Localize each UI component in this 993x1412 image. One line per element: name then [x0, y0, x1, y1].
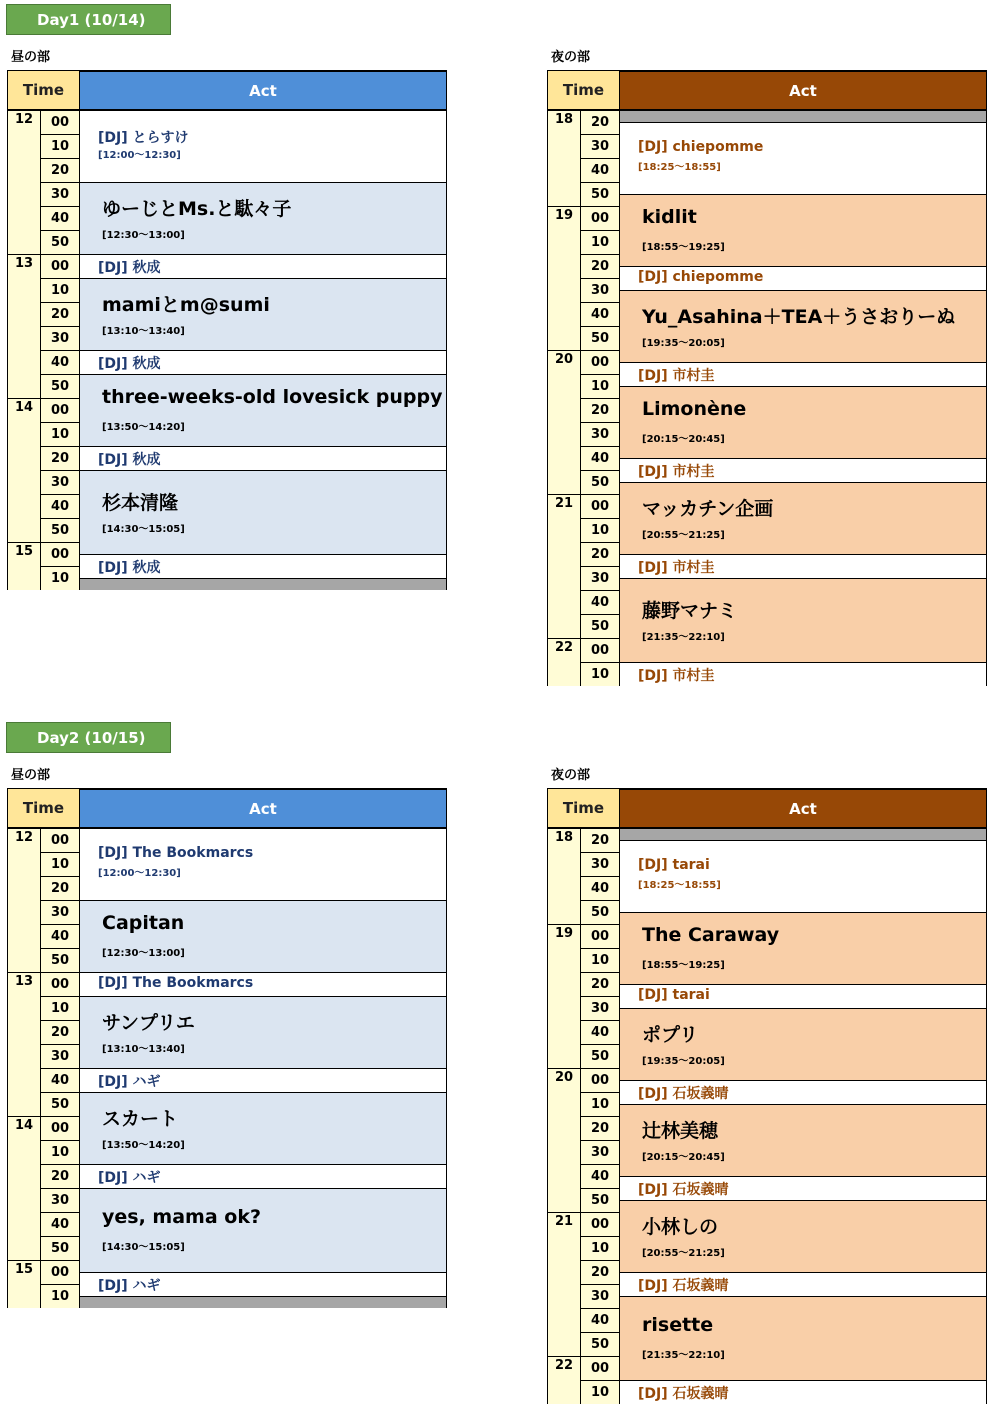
act-header: Act: [620, 789, 986, 828]
section-label: 昼の部: [11, 50, 51, 65]
minute-cell: 00: [41, 398, 80, 422]
minute-cell: 50: [41, 518, 80, 542]
dj-name: [DJ] 石坂義晴: [638, 1182, 729, 1198]
minute-cell: 10: [41, 134, 80, 158]
minute-cell: 10: [581, 1092, 620, 1116]
day-schedule-table: [7, 70, 447, 590]
minute-cell: 20: [581, 254, 620, 278]
dj-slot: [620, 122, 986, 194]
hour-cell: 19: [548, 924, 581, 1068]
act-name: 辻林美穂: [642, 1120, 719, 1142]
minute-cell: 20: [581, 1116, 620, 1140]
act-header: Act: [80, 789, 446, 828]
dj-slot: [80, 972, 446, 996]
minute-cell: 00: [41, 110, 80, 134]
dj-name: [DJ] 市村圭: [638, 668, 715, 684]
minute-cell: 10: [581, 230, 620, 254]
minute-cell: 30: [581, 996, 620, 1020]
act-name: mamiとm@sumi: [102, 294, 270, 316]
minute-cell: 30: [581, 852, 620, 876]
act-time: [20:55～21:25]: [642, 1248, 725, 1259]
act-name: Limonène: [642, 398, 747, 420]
minute-cell: 20: [41, 158, 80, 182]
dj-slot: [620, 1380, 986, 1404]
break-band: [620, 828, 986, 840]
minute-cell: 10: [581, 1236, 620, 1260]
time-header: Time: [8, 71, 80, 110]
minute-cell: 20: [581, 542, 620, 566]
live-act-slot: [620, 578, 986, 662]
dj-name: [DJ] 市村圭: [638, 560, 715, 576]
live-act-slot: [620, 194, 986, 266]
minute-cell: 10: [41, 1140, 80, 1164]
live-act-slot: [80, 374, 446, 446]
minute-cell: 20: [41, 1164, 80, 1188]
minute-cell: 10: [581, 1380, 620, 1404]
act-time: [20:15～20:45]: [642, 1152, 725, 1163]
dj-time: [12:00～12:30]: [98, 868, 181, 879]
minute-cell: 40: [581, 1308, 620, 1332]
dj-slot: [620, 1272, 986, 1296]
dj-name: [DJ] The Bookmarcs: [98, 975, 254, 991]
section-label: 夜の部: [551, 768, 591, 783]
minute-cell: 10: [41, 566, 80, 590]
minute-cell: 30: [41, 900, 80, 924]
live-act-slot: [620, 1008, 986, 1080]
hour-cell: 12: [8, 110, 41, 254]
minute-cell: 50: [581, 900, 620, 924]
act-time: [20:15～20:45]: [642, 434, 725, 445]
live-act-slot: [620, 1296, 986, 1380]
dj-slot: [80, 1164, 446, 1188]
minute-cell: 50: [41, 1236, 80, 1260]
hour-cell: 14: [8, 398, 41, 542]
hour-cell: 19: [548, 206, 581, 350]
act-time: [20:55～21:25]: [642, 530, 725, 541]
hour-cell: 22: [548, 638, 581, 686]
minute-cell: 50: [581, 1044, 620, 1068]
dj-name: [DJ] 秋成: [98, 356, 161, 372]
live-act-slot: [620, 912, 986, 984]
minute-cell: 00: [581, 494, 620, 518]
dj-name: [DJ] 秋成: [98, 560, 161, 576]
act-name: ゆーじとMs.と駄々子: [102, 198, 292, 220]
live-act-slot: [80, 996, 446, 1068]
act-name: スカート: [102, 1108, 179, 1130]
minute-cell: 30: [41, 470, 80, 494]
dj-name: [DJ] 秋成: [98, 452, 161, 468]
hour-cell: 15: [8, 1260, 41, 1308]
minute-cell: 50: [41, 1092, 80, 1116]
minute-cell: 20: [41, 876, 80, 900]
section-label: 夜の部: [551, 50, 591, 65]
minute-cell: 50: [41, 374, 80, 398]
dj-slot: [620, 266, 986, 290]
night-schedule-table: [547, 70, 987, 686]
minute-cell: 10: [581, 374, 620, 398]
act-name: 杉本清隆: [102, 492, 179, 514]
minute-cell: 30: [581, 134, 620, 158]
live-act-slot: [620, 386, 986, 458]
act-time: [14:30～15:05]: [102, 1242, 185, 1253]
live-act-slot: [620, 482, 986, 554]
section-label: 昼の部: [11, 768, 51, 783]
act-time: [13:10～13:40]: [102, 326, 185, 337]
minute-cell: 50: [41, 230, 80, 254]
minute-cell: 10: [41, 996, 80, 1020]
hour-cell: 22: [548, 1356, 581, 1404]
dj-name: [DJ] 市村圭: [638, 464, 715, 480]
hour-cell: 13: [8, 254, 41, 398]
minute-cell: 20: [581, 1260, 620, 1284]
dj-name: [DJ] 市村圭: [638, 368, 715, 384]
minute-cell: 50: [41, 948, 80, 972]
minute-cell: 40: [581, 1164, 620, 1188]
minute-cell: 40: [41, 924, 80, 948]
dj-slot: [620, 662, 986, 686]
dj-name: [DJ] 石坂義晴: [638, 1386, 729, 1402]
dj-time: [18:25～18:55]: [638, 162, 721, 173]
minute-cell: 00: [41, 828, 80, 852]
dj-slot: [620, 840, 986, 912]
act-name: three-weeks-old lovesick puppy: [102, 386, 443, 408]
dj-name: [DJ] とらすけ: [98, 130, 189, 146]
dj-slot: [80, 350, 446, 374]
minute-cell: 30: [41, 1188, 80, 1212]
minute-cell: 10: [581, 948, 620, 972]
minute-cell: 20: [581, 972, 620, 996]
hour-cell: 21: [548, 1212, 581, 1356]
act-name: kidlit: [642, 206, 697, 228]
minute-cell: 30: [41, 1044, 80, 1068]
minute-cell: 00: [581, 1356, 620, 1380]
dj-time: [12:00～12:30]: [98, 150, 181, 161]
act-time: [18:55～19:25]: [642, 242, 725, 253]
minute-cell: 30: [581, 566, 620, 590]
minute-cell: 30: [41, 326, 80, 350]
minute-cell: 00: [581, 638, 620, 662]
act-header: Act: [620, 71, 986, 110]
dj-slot: [80, 110, 446, 182]
minute-cell: 40: [581, 876, 620, 900]
dj-slot: [620, 458, 986, 482]
act-time: [13:50～14:20]: [102, 1140, 185, 1151]
act-time: [19:35～20:05]: [642, 338, 725, 349]
act-time: [12:30～13:00]: [102, 230, 185, 241]
minute-cell: 40: [41, 494, 80, 518]
dj-name: [DJ] tarai: [638, 857, 710, 873]
dj-name: [DJ] chiepomme: [638, 139, 764, 155]
minute-cell: 50: [581, 470, 620, 494]
dj-time: [18:25～18:55]: [638, 880, 721, 891]
minute-cell: 00: [41, 1116, 80, 1140]
minute-cell: 00: [581, 924, 620, 948]
live-act-slot: [80, 900, 446, 972]
minute-cell: 10: [581, 662, 620, 686]
live-act-slot: [80, 1092, 446, 1164]
minute-cell: 40: [581, 590, 620, 614]
break-band: [80, 1296, 446, 1308]
minute-cell: 30: [581, 1140, 620, 1164]
hour-cell: 21: [548, 494, 581, 638]
hour-cell: 13: [8, 972, 41, 1116]
dj-slot: [80, 254, 446, 278]
act-time: [21:35～22:10]: [642, 1350, 725, 1361]
minute-cell: 50: [581, 182, 620, 206]
minute-cell: 20: [41, 446, 80, 470]
minute-cell: 10: [41, 422, 80, 446]
minute-cell: 00: [41, 542, 80, 566]
act-time: [19:35～20:05]: [642, 1056, 725, 1067]
act-name: 藤野マナミ: [642, 600, 738, 622]
dj-name: [DJ] tarai: [638, 987, 710, 1003]
minute-cell: 20: [581, 398, 620, 422]
act-name: ポプリ: [642, 1024, 699, 1046]
hour-cell: 18: [548, 828, 581, 924]
act-name: yes, mama ok?: [102, 1206, 261, 1228]
hour-cell: 15: [8, 542, 41, 590]
dj-slot: [80, 1068, 446, 1092]
minute-cell: 40: [41, 350, 80, 374]
night-schedule-table: [547, 788, 987, 1404]
dj-name: [DJ] ハギ: [98, 1074, 161, 1090]
minute-cell: 40: [581, 302, 620, 326]
dj-slot: [80, 446, 446, 470]
act-time: [12:30～13:00]: [102, 948, 185, 959]
day-badge: Day2 (10/15): [6, 722, 171, 753]
minute-cell: 50: [581, 614, 620, 638]
minute-cell: 20: [41, 1020, 80, 1044]
dj-slot: [620, 1176, 986, 1200]
dj-slot: [620, 1080, 986, 1104]
live-act-slot: [620, 290, 986, 362]
dj-name: [DJ] ハギ: [98, 1278, 161, 1294]
day-schedule-table: [7, 788, 447, 1308]
dj-slot: [80, 828, 446, 900]
minute-cell: 20: [41, 302, 80, 326]
minute-cell: 30: [581, 1284, 620, 1308]
minute-cell: 00: [581, 206, 620, 230]
minute-cell: 40: [581, 158, 620, 182]
minute-cell: 20: [581, 828, 620, 852]
live-act-slot: [80, 1188, 446, 1272]
dj-slot: [80, 554, 446, 578]
minute-cell: 10: [581, 518, 620, 542]
minute-cell: 00: [41, 972, 80, 996]
minute-cell: 10: [41, 278, 80, 302]
act-name: サンプリエ: [102, 1012, 195, 1034]
minute-cell: 40: [581, 1020, 620, 1044]
act-time: [21:35～22:10]: [642, 632, 725, 643]
minute-cell: 40: [41, 206, 80, 230]
minute-cell: 50: [581, 1332, 620, 1356]
minute-cell: 00: [581, 1068, 620, 1092]
live-act-slot: [80, 278, 446, 350]
minute-cell: 50: [581, 326, 620, 350]
minute-cell: 00: [581, 1212, 620, 1236]
act-name: risette: [642, 1314, 714, 1336]
minute-cell: 50: [581, 1188, 620, 1212]
hour-cell: 12: [8, 828, 41, 972]
minute-cell: 30: [581, 278, 620, 302]
day-badge: Day1 (10/14): [6, 4, 171, 35]
live-act-slot: [620, 1200, 986, 1272]
dj-name: [DJ] ハギ: [98, 1170, 161, 1186]
live-act-slot: [80, 182, 446, 254]
act-name: Capitan: [102, 912, 185, 934]
minute-cell: 40: [41, 1068, 80, 1092]
minute-cell: 00: [41, 1260, 80, 1284]
minute-cell: 20: [581, 110, 620, 134]
hour-cell: 18: [548, 110, 581, 206]
hour-cell: 14: [8, 1116, 41, 1260]
minute-cell: 10: [41, 852, 80, 876]
dj-slot: [620, 362, 986, 386]
dj-name: [DJ] 石坂義晴: [638, 1278, 729, 1294]
time-header: Time: [548, 789, 620, 828]
act-time: [18:55～19:25]: [642, 960, 725, 971]
dj-slot: [620, 554, 986, 578]
act-time: [13:10～13:40]: [102, 1044, 185, 1055]
act-name: The Caraway: [642, 924, 780, 946]
dj-slot: [80, 1272, 446, 1296]
minute-cell: 40: [581, 446, 620, 470]
act-time: [13:50～14:20]: [102, 422, 185, 433]
minute-cell: 00: [581, 350, 620, 374]
minute-cell: 40: [41, 1212, 80, 1236]
hour-cell: 20: [548, 1068, 581, 1212]
hour-cell: 20: [548, 350, 581, 494]
act-name: 小林しの: [642, 1216, 719, 1238]
dj-name: [DJ] 石坂義晴: [638, 1086, 729, 1102]
minute-cell: 10: [41, 1284, 80, 1308]
act-name: マッカチン企画: [642, 498, 774, 520]
minute-cell: 00: [41, 254, 80, 278]
dj-slot: [620, 984, 986, 1008]
time-header: Time: [8, 789, 80, 828]
act-name: Yu_Asahina＋TEA＋うさおりーぬ: [642, 306, 956, 328]
live-act-slot: [620, 1104, 986, 1176]
break-band: [80, 578, 446, 590]
act-header: Act: [80, 71, 446, 110]
time-header: Time: [548, 71, 620, 110]
live-act-slot: [80, 470, 446, 554]
dj-name: [DJ] The Bookmarcs: [98, 845, 254, 861]
break-band: [620, 110, 986, 122]
minute-cell: 30: [581, 422, 620, 446]
dj-name: [DJ] chiepomme: [638, 269, 764, 285]
minute-cell: 30: [41, 182, 80, 206]
act-time: [14:30～15:05]: [102, 524, 185, 535]
dj-name: [DJ] 秋成: [98, 260, 161, 276]
